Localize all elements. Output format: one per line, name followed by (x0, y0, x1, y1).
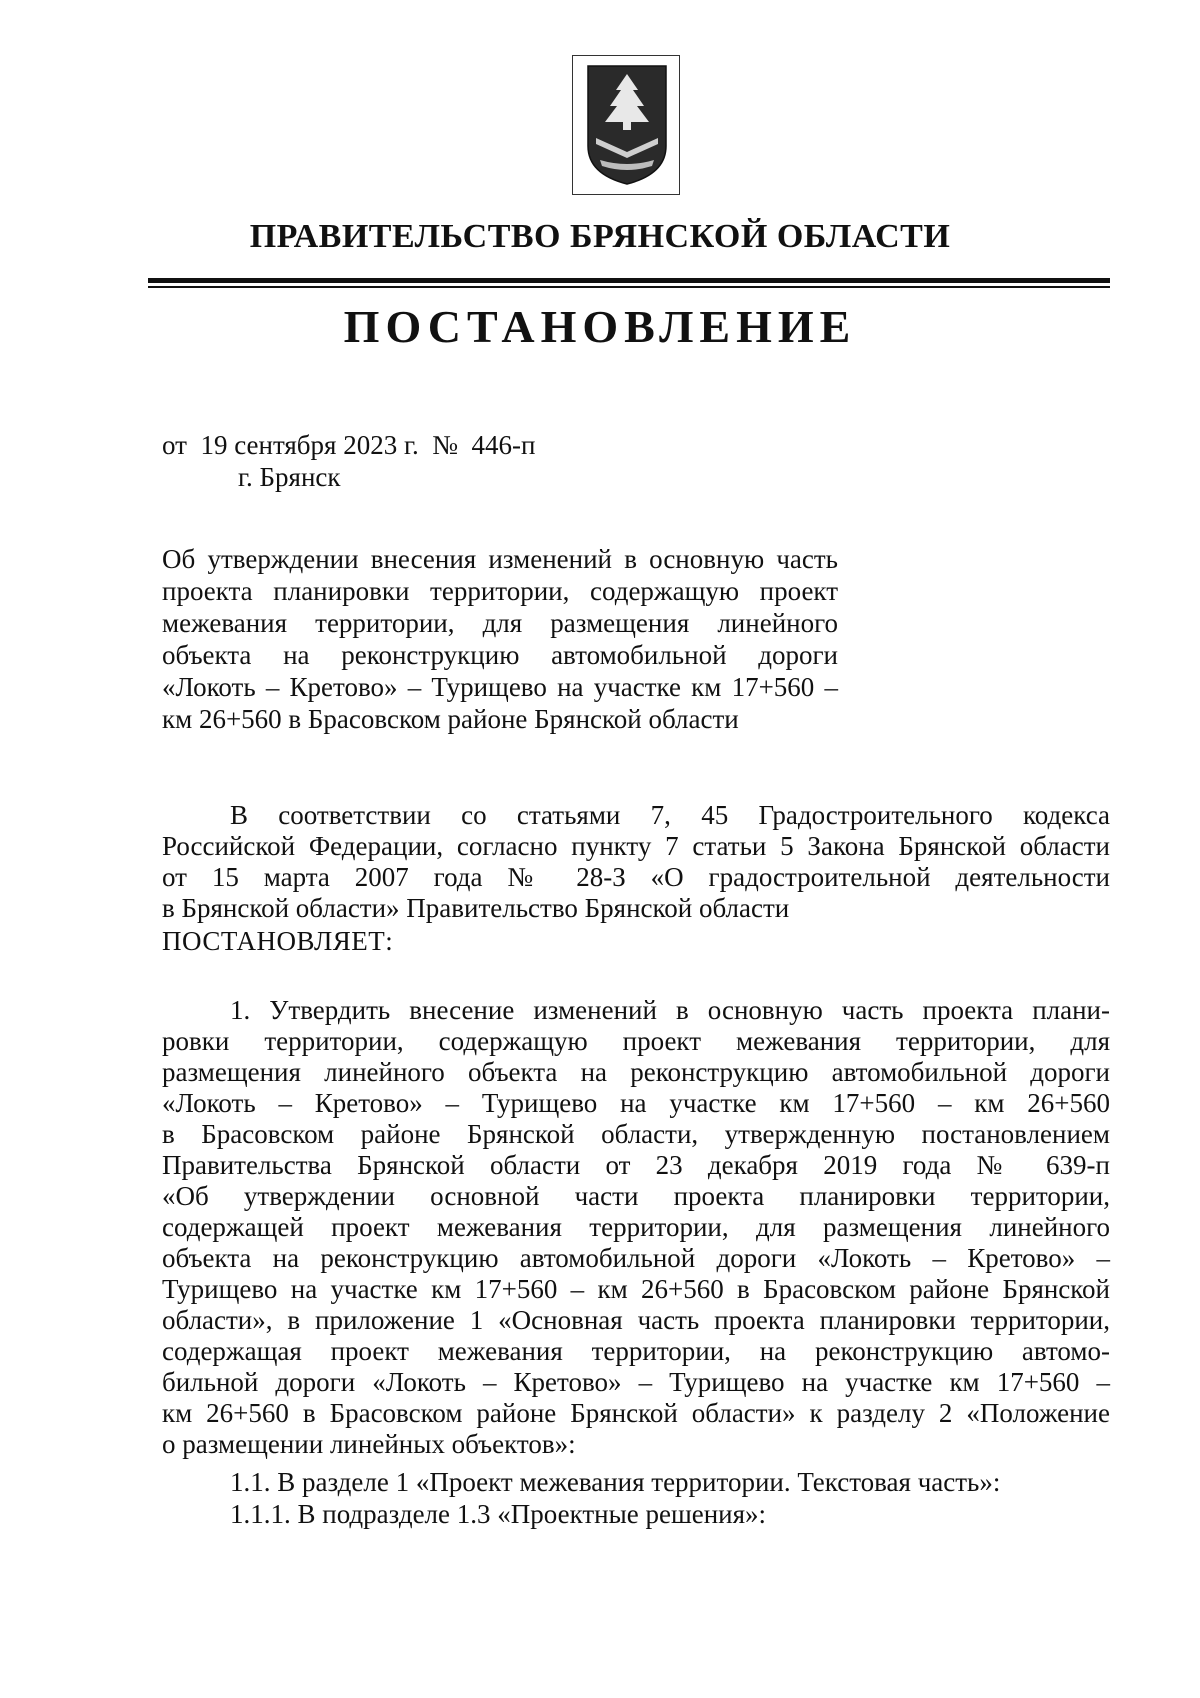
paragraph-line: км 26+560 в Брасовском районе Брянской области» к разделу 2 «Положение (162, 1398, 1110, 1428)
paragraph-line: от 15 марта 2007 года № 28-З «О градостроительной деятельности (162, 862, 1110, 892)
paragraph-line: области», в приложение 1 «Основная часть проекта планировки территории, (162, 1305, 1110, 1335)
decree-word: ПОСТАНОВЛЯЕТ: (162, 926, 394, 956)
paragraph-line: размещения линейного объекта на реконструкцию автомобильной дороги (162, 1057, 1110, 1087)
document-subject (162, 543, 838, 735)
subject-line: км 26+560 в Брасовском районе Брянской области (162, 704, 739, 734)
paragraph-line: содержащей проект межевания территории, для размещения линейного (162, 1212, 1110, 1242)
header-divider-thin (148, 286, 1110, 288)
subject-line: проекта планировки территории, содержащую проект (162, 576, 838, 606)
paragraph-line: Правительства Брянской области от 23 декабря 2019 года № 639-п (162, 1150, 1110, 1180)
header-divider-thick (148, 278, 1110, 283)
paragraph-line: 1. Утвердить внесение изменений в основную часть проекта плани- (230, 995, 1110, 1025)
paragraph-line: бильной дороги «Локоть – Кретово» – Турищево на участке км 17+560 – (162, 1367, 1110, 1397)
paragraph-line: Турищево на участке км 17+560 – км 26+560 в Брасовском районе Брянской (162, 1274, 1110, 1304)
subject-line: межевания территории, для размещения линейного (162, 608, 838, 638)
organization-title: ПРАВИТЕЛЬСТВО БРЯНСКОЙ ОБЛАСТИ (249, 218, 951, 255)
paragraph-line: объекта на реконструкцию автомобильной дороги «Локоть – Кретово» – (162, 1243, 1110, 1273)
bryansk-coat-of-arms-icon (586, 64, 668, 186)
paragraph-line: содержащая проект межевания территории, на реконструкцию автомо- (162, 1336, 1110, 1366)
document-city: г. Брянск (238, 462, 341, 492)
item-1-paragraph (162, 995, 1110, 1460)
paragraph-line: ровки территории, содержащую проект межевания территории, для (162, 1026, 1110, 1056)
coat-of-arms-frame (572, 55, 680, 195)
document-type-title: ПОСТАНОВЛЕНИЕ (343, 301, 857, 352)
paragraph-line: в Брянской области» Правительство Брянской области (162, 893, 790, 923)
subject-line: Об утверждении внесения изменений в основную часть (162, 544, 838, 574)
paragraph-line: в Брасовском районе Брянской области, утвержденную постановлением (162, 1119, 1110, 1149)
subject-line: «Локоть – Кретово» – Турищево на участке км 17+560 – (162, 672, 838, 702)
subject-line: объекта на реконструкцию автомобильной дороги (162, 640, 838, 670)
paragraph-line: о размещении линейных объектов»: (162, 1429, 576, 1459)
sub-item-1-1-1: 1.1.1. В подразделе 1.3 «Проектные решения»: (230, 1499, 767, 1529)
document-date-number: от 19 сентября 2023 г. № 446-п (162, 430, 536, 460)
paragraph-line: Российской Федерации, согласно пункту 7 статьи 5 Закона Брянской области (162, 831, 1110, 861)
paragraph-line: В соответствии со статьями 7, 45 Градостроительного кодекса (230, 800, 1110, 830)
sub-item-1-1: 1.1. В разделе 1 «Проект межевания территории. Текстовая часть»: (230, 1467, 1001, 1497)
paragraph-line: «Об утверждении основной части проекта планировки территории, (162, 1181, 1110, 1211)
preamble-paragraph (162, 800, 1110, 924)
paragraph-line: «Локоть – Кретово» – Турищево на участке км 17+560 – км 26+560 (162, 1088, 1110, 1118)
